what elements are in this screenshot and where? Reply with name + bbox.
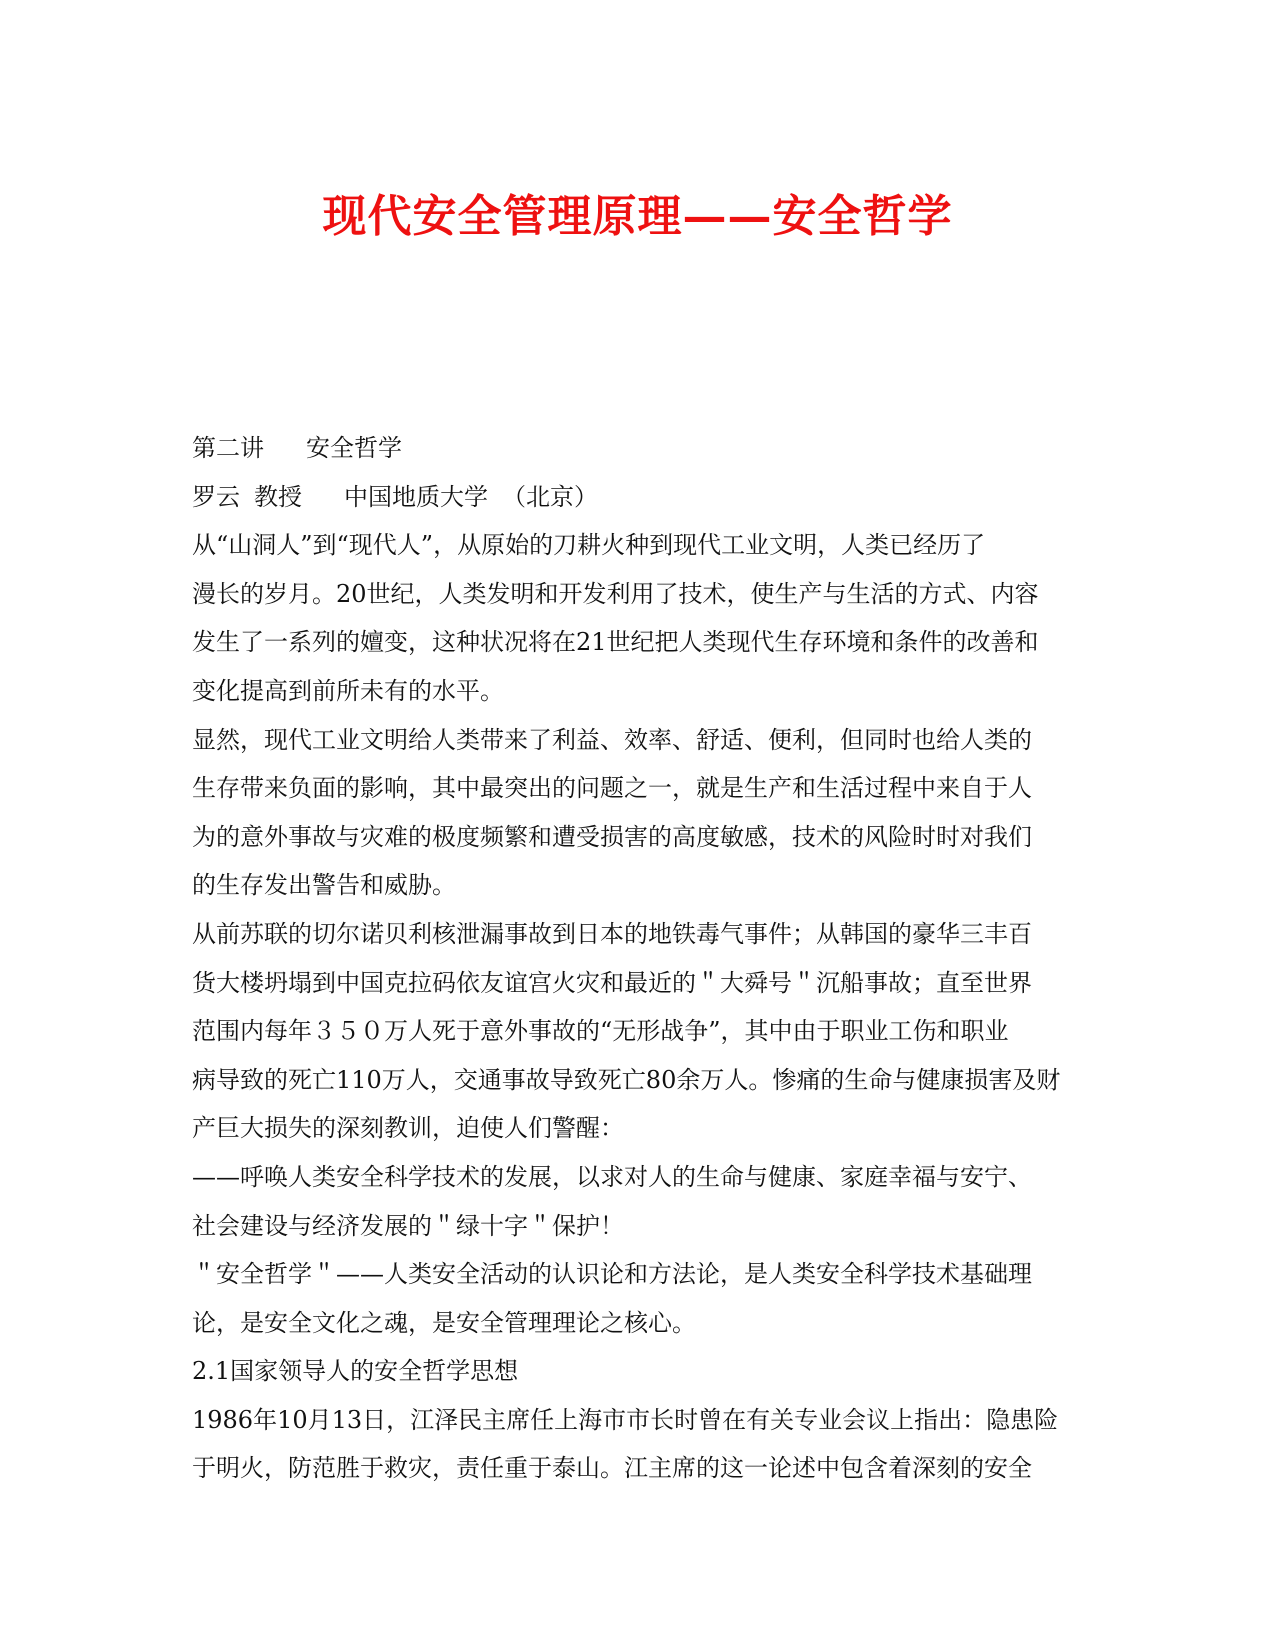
paragraph [192,1250,1082,1347]
paragraph-line: 变化提高到前所未有的水平。 [192,676,504,705]
document-title: 现代安全管理原理——安全哲学 [322,191,953,243]
paragraph [192,1396,1082,1493]
lecture-heading-line [192,424,1082,473]
paragraph [192,716,1082,910]
paragraph [192,521,1082,715]
paragraph-line: 从“山洞人”到“现代人”，从原始的刀耕火种到现代工业文明，人类已经历了 [192,531,986,560]
document-body [192,424,1082,1493]
paragraph-line: 1986年10月13日，江泽民主席任上海市市长时曾在有关专业会议上指出：隐患险 [192,1405,1059,1434]
paragraph-line: 的生存发出警告和威胁。 [192,871,456,900]
paragraph-line: 于明火，防范胜于救灾，责任重于泰山。江主席的这一论述中包含着深刻的安全 [192,1454,1032,1483]
author-line [192,473,1082,522]
paragraph-line: 为的意外事故与灾难的极度频繁和遭受损害的高度敏感，技术的风险时时对我们 [192,822,1032,851]
lecture-number: 第二讲 [192,434,264,462]
paragraph-line: 漫长的岁月。20世纪，人类发明和开发利用了技术，使生产与生活的方式、内容 [192,579,1039,608]
paragraph-line: 发生了一系列的嬗变，这种状况将在21世纪把人类现代生存环境和条件的改善和 [192,628,1039,657]
paragraph-line: 显然，现代工业文明给人类带来了利益、效率、舒适、便利，但同时也给人类的 [192,725,1032,754]
author-affiliation: 中国地质大学 [344,482,488,511]
paragraph [192,1347,1082,1396]
paragraph-line: 论，是安全文化之魂，是安全管理理论之核心。 [192,1308,696,1337]
paragraph-line: ——呼唤人类安全科学技术的发展，以求对人的生命与健康、家庭幸福与安宁、 [192,1162,1032,1191]
paragraph-list [192,521,1082,1493]
author-name: 罗云 [192,482,240,511]
paragraph [192,910,1082,1153]
paragraph [192,1153,1082,1250]
paragraph-line: 从前苏联的切尔诺贝利核泄漏事故到日本的地铁毒气事件；从韩国的豪华三丰百 [192,919,1032,948]
paragraph-line: 产巨大损失的深刻教训，迫使人们警醒： [192,1114,624,1143]
paragraph-line: 2.1国家领导人的安全哲学思想 [192,1357,519,1386]
paragraph-line: 范围内每年３５０万人死于意外事故的“无形战争”，其中由于职业工伤和职业 [192,1017,1009,1046]
lecture-topic: 安全哲学 [306,434,402,462]
author-line-text [192,473,1082,522]
paragraph-line: ＂安全哲学＂——人类安全活动的认识论和方法论，是人类安全科学技术基础理 [192,1260,1032,1289]
paragraph-line: 货大楼坍塌到中国克拉码依友谊宫火灾和最近的＂大舜号＂沉船事故；直至世界 [192,968,1032,997]
author-location: （北京） [502,482,598,511]
paragraph-line: 病导致的死亡110万人，交通事故导致死亡80余万人。惨痛的生命与健康损害及财 [192,1065,1061,1094]
author-rank: 教授 [254,482,302,511]
lecture-heading [192,424,1082,473]
paragraph-line: 社会建设与经济发展的＂绿十字＂保护！ [192,1211,624,1240]
paragraph-line: 生存带来负面的影响，其中最突出的问题之一，就是生产和生活过程中来自于人 [192,774,1032,803]
